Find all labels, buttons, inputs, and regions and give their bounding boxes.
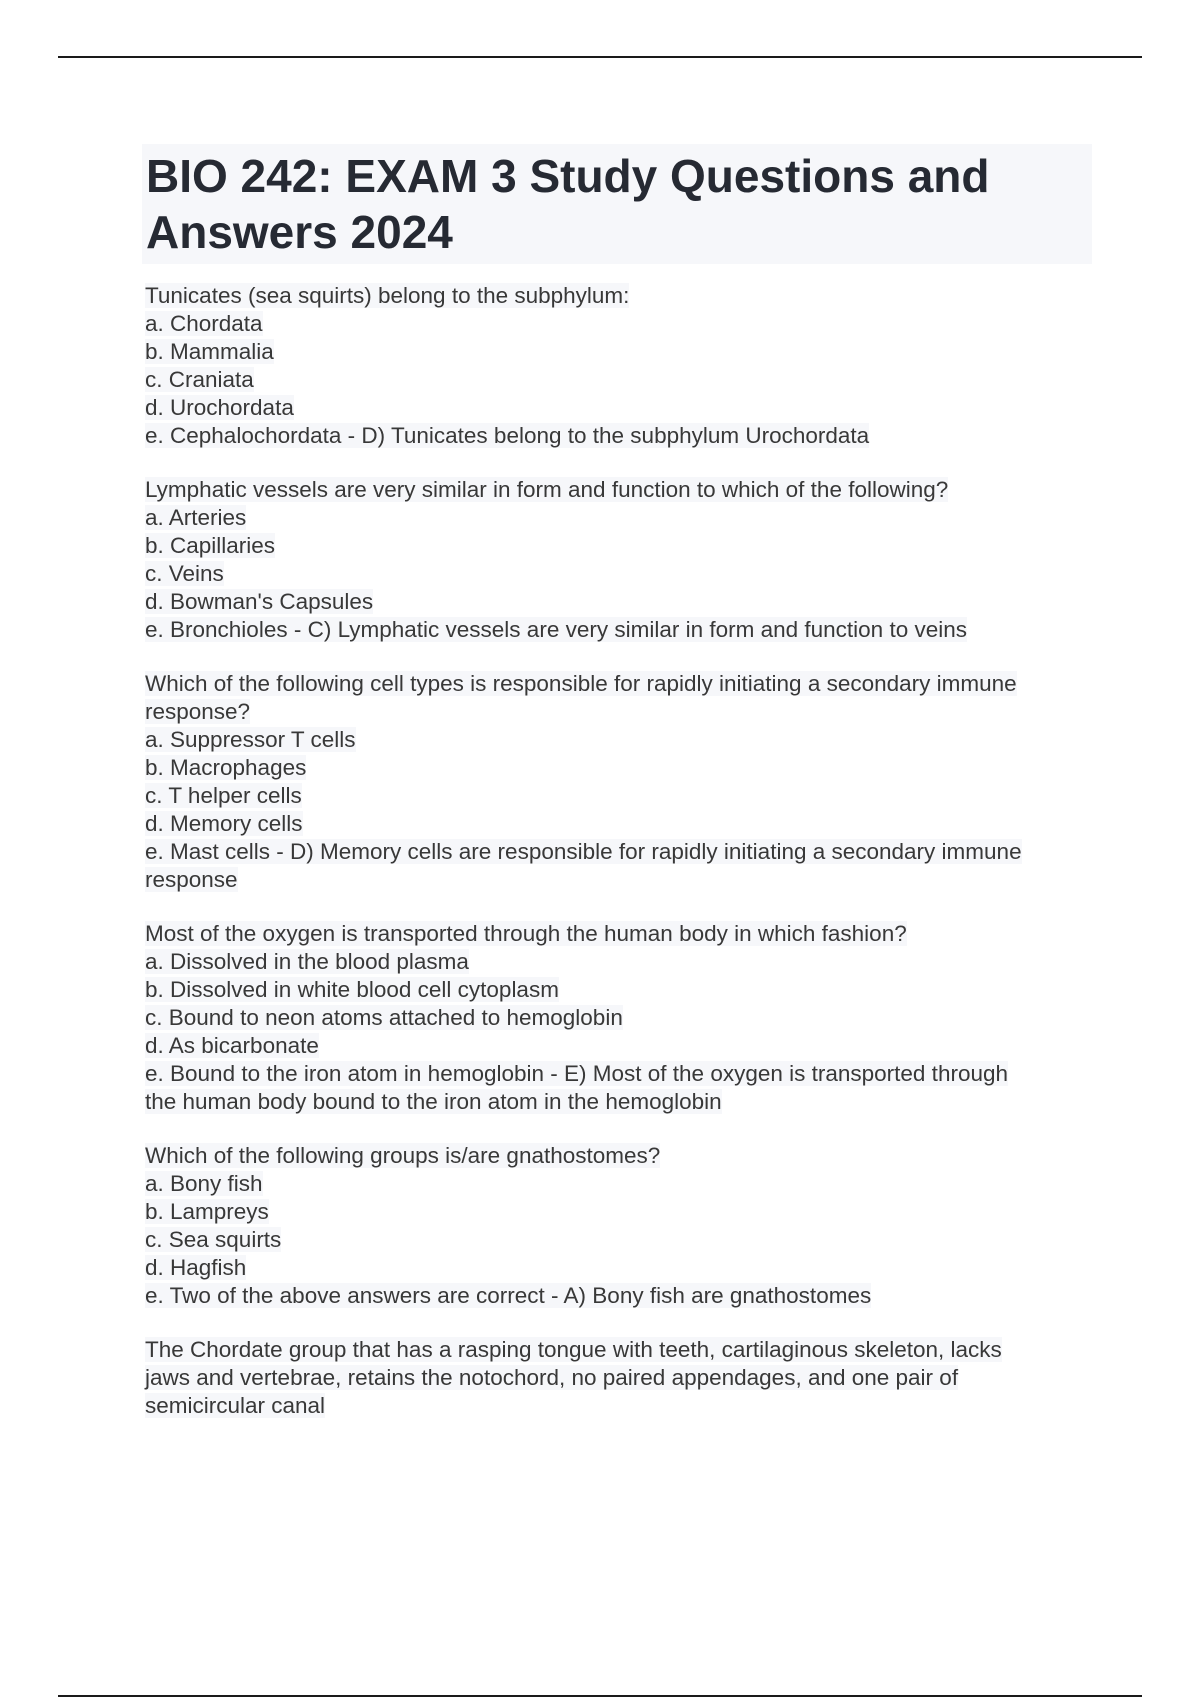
document-title: BIO 242: EXAM 3 Study Questions and Answers 2024: [146, 150, 990, 258]
question-line: Tunicates (sea squirts) belong to the subphylum:: [145, 283, 630, 308]
question-line: c. Bound to neon atoms attached to hemoglobin: [145, 1005, 623, 1030]
question-line: c. T helper cells: [145, 783, 302, 808]
question-line: e. Cephalochordata - D) Tunicates belong to the subphylum Urochordata: [145, 423, 870, 448]
question-line: d. Hagfish: [145, 1255, 247, 1280]
top-rule: [58, 56, 1142, 58]
question-line: b. Lampreys: [145, 1199, 269, 1224]
question-line: the human body bound to the iron atom in the hemoglobin: [145, 1089, 722, 1114]
question-line: a. Suppressor T cells: [145, 727, 356, 752]
title-block: [142, 144, 1092, 264]
question-line: jaws and vertebrae, retains the notochord, no paired appendages, and one pair of: [145, 1365, 959, 1390]
bottom-rule: [58, 1695, 1142, 1697]
question-line: c. Sea squirts: [145, 1227, 282, 1252]
question-line: Lymphatic vessels are very similar in form and function to which of the following?: [145, 477, 949, 502]
question-line: d. Bowman's Capsules: [145, 589, 374, 614]
question-line: c. Veins: [145, 561, 224, 586]
question-line: d. Urochordata: [145, 395, 294, 420]
question-line: d. As bicarbonate: [145, 1033, 319, 1058]
question-line: Most of the oxygen is transported through the human body in which fashion?: [145, 921, 907, 946]
question-block: [145, 476, 1095, 644]
question-line: e. Bound to the iron atom in hemoglobin - E) Most of the oxygen is transported through: [145, 1061, 1008, 1086]
question-line: a. Dissolved in the blood plasma: [145, 949, 469, 974]
question-line: Which of the following cell types is responsible for rapidly initiating a secondary immune: [145, 671, 1017, 696]
question-line: semicircular canal: [145, 1393, 326, 1418]
question-list: [145, 282, 1095, 1446]
question-line: response: [145, 867, 238, 892]
question-line: d. Memory cells: [145, 811, 303, 836]
question-line: b. Capillaries: [145, 533, 276, 558]
question-block: [145, 1336, 1095, 1420]
question-block: [145, 282, 1095, 450]
question-line: a. Chordata: [145, 311, 263, 336]
question-line: a. Bony fish: [145, 1171, 263, 1196]
question-line: c. Craniata: [145, 367, 254, 392]
question-line: e. Mast cells - D) Memory cells are responsible for rapidly initiating a secondary immune: [145, 839, 1022, 864]
question-block: [145, 1142, 1095, 1310]
question-line: b. Dissolved in white blood cell cytoplasm: [145, 977, 559, 1002]
question-line: b. Mammalia: [145, 339, 274, 364]
question-line: a. Arteries: [145, 505, 247, 530]
question-block: [145, 670, 1095, 894]
question-line: Which of the following groups is/are gnathostomes?: [145, 1143, 661, 1168]
question-line: The Chordate group that has a rasping tongue with teeth, cartilaginous skeleton, lacks: [145, 1337, 1002, 1362]
question-line: b. Macrophages: [145, 755, 307, 780]
question-line: e. Bronchioles - C) Lymphatic vessels are very similar in form and function to veins: [145, 617, 967, 642]
question-line: e. Two of the above answers are correct - A) Bony fish are gnathostomes: [145, 1283, 872, 1308]
question-block: [145, 920, 1095, 1116]
question-line: response?: [145, 699, 251, 724]
